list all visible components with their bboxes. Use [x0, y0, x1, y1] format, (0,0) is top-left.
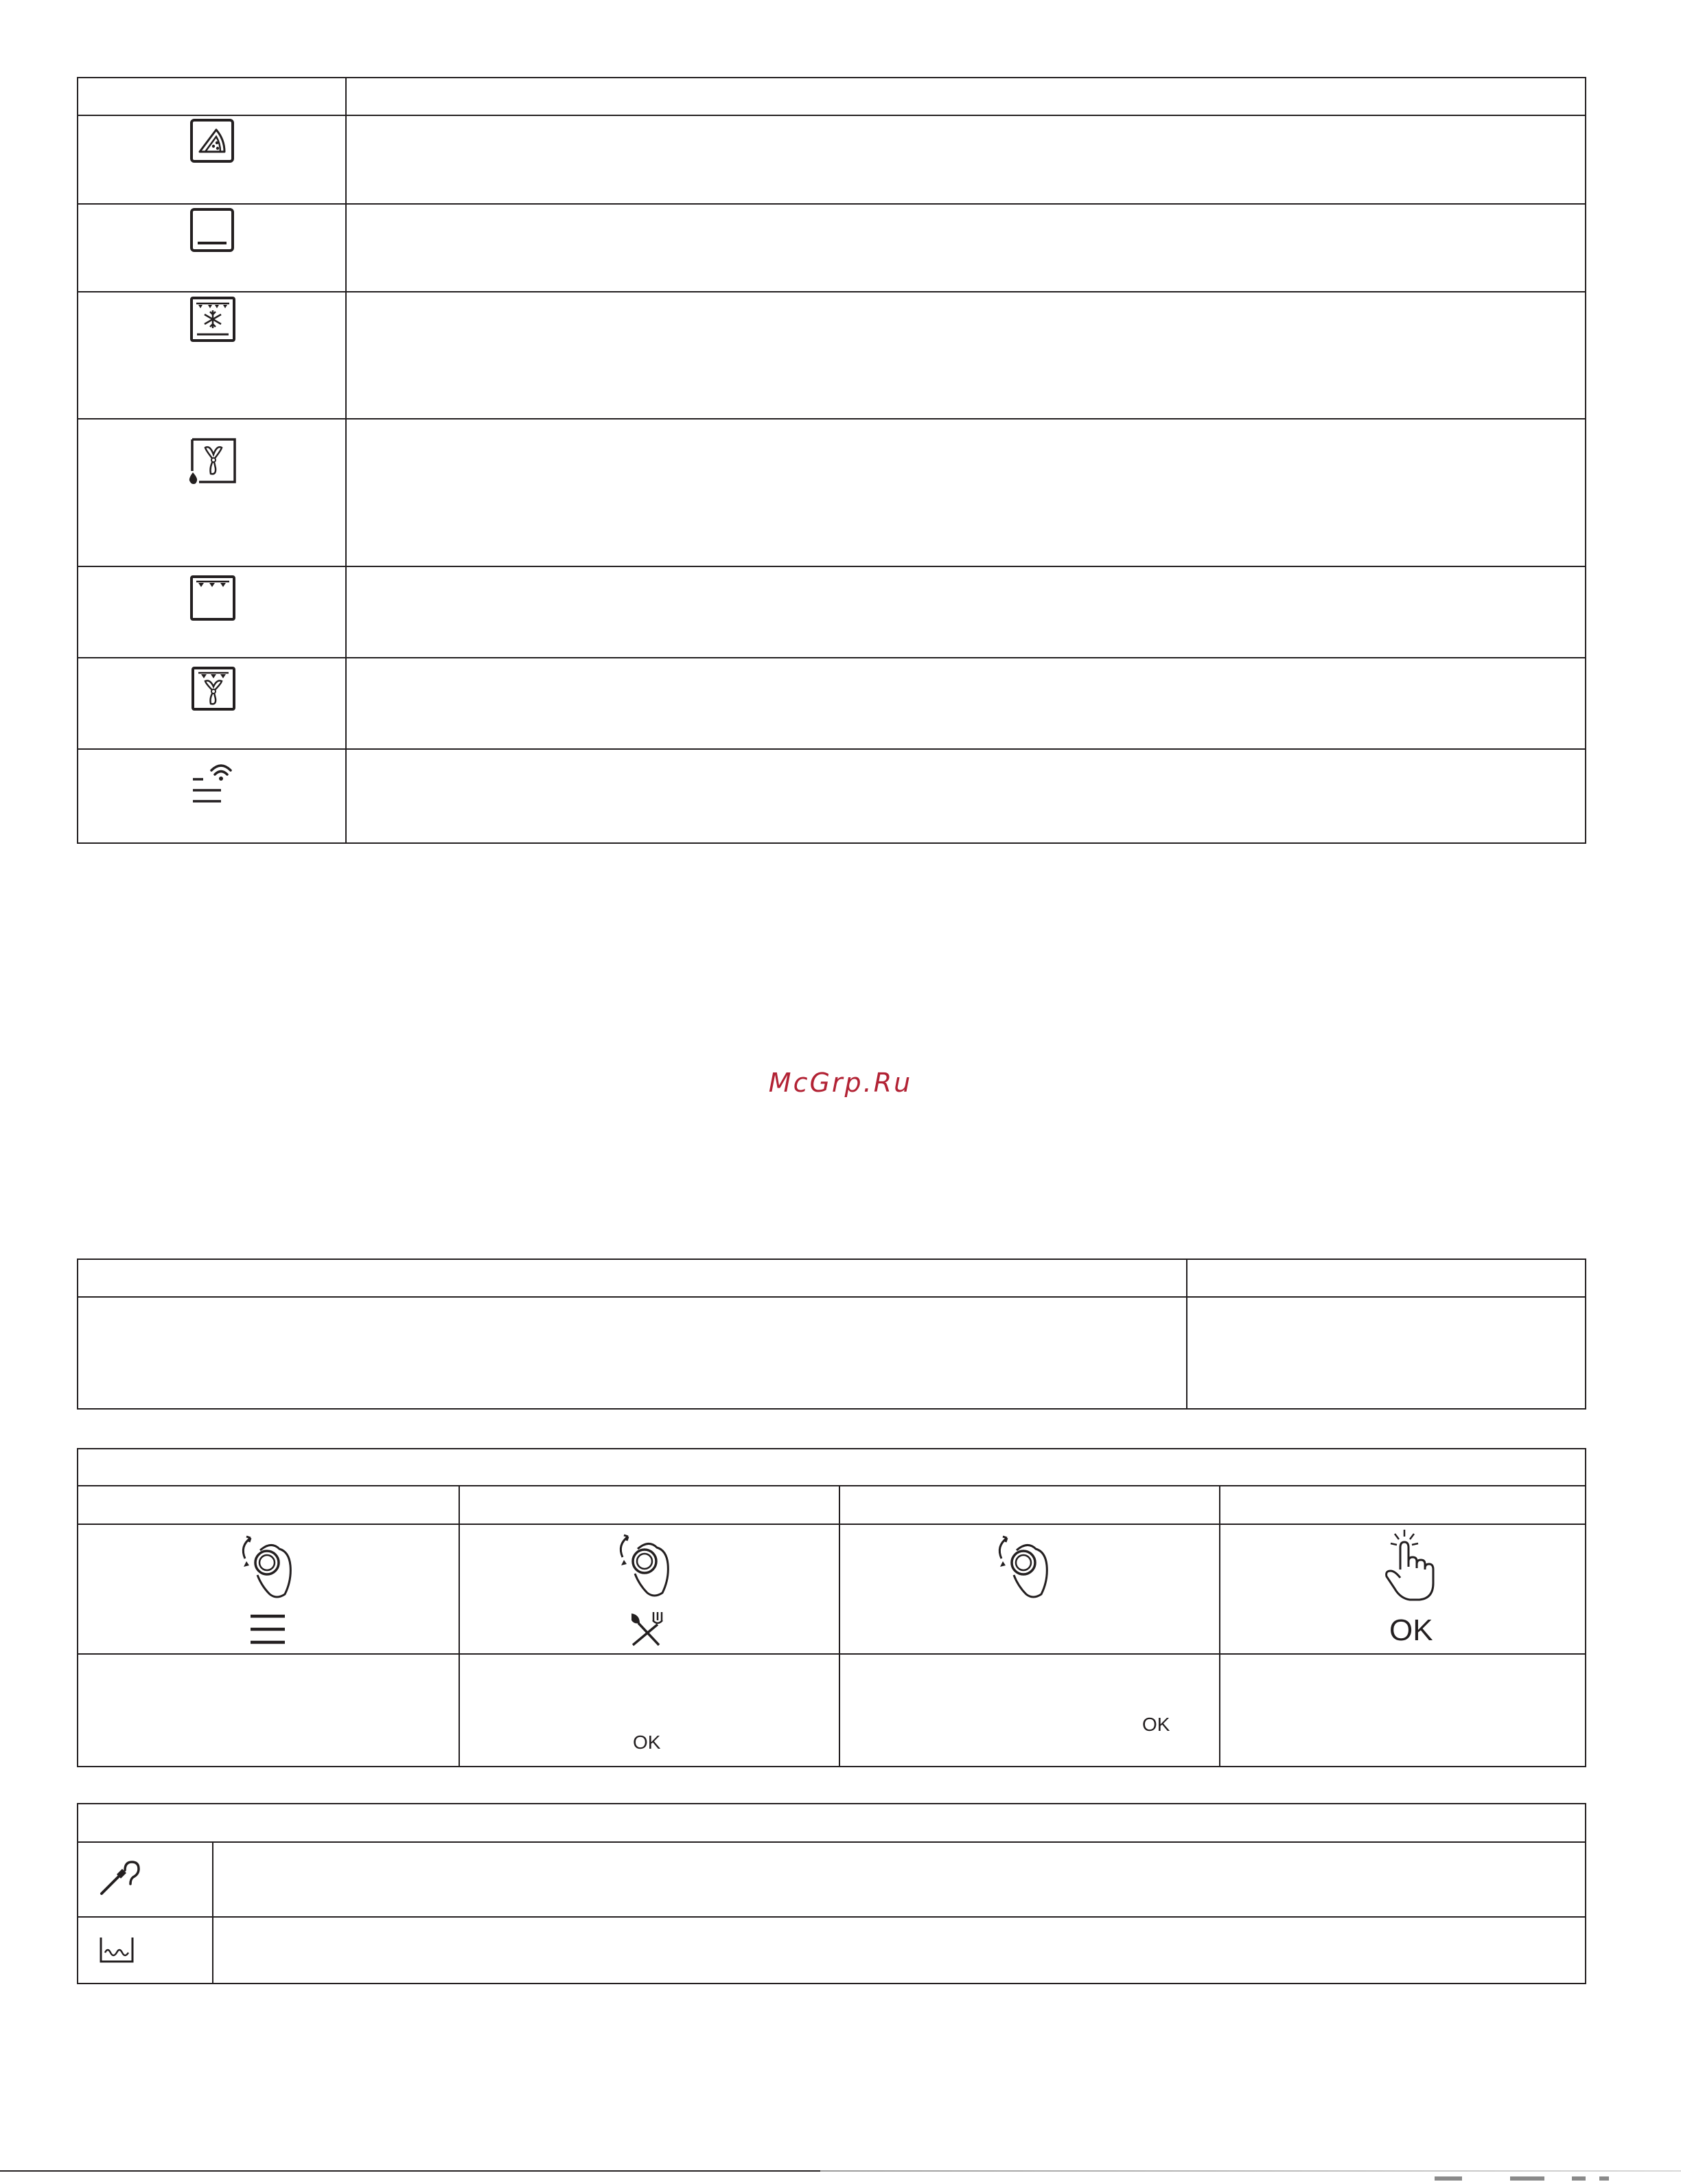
- info-table-column-divider: [1186, 1258, 1187, 1410]
- table-row-divider: [77, 657, 1586, 658]
- table-row-divider: [77, 291, 1586, 292]
- step-3-ok-label: OK: [1142, 1714, 1170, 1735]
- accessories-table: [77, 1803, 1586, 1984]
- steps-table-column-divider: [459, 1485, 460, 1767]
- footer-marks: [1435, 2172, 1641, 2176]
- water-tank-icon: [99, 1936, 135, 1964]
- steps-table-column-divider: [1219, 1485, 1220, 1767]
- footer-rule: [0, 2170, 820, 2172]
- steps-table-title-rule: [77, 1485, 1586, 1486]
- info-table: [77, 1258, 1586, 1410]
- watermark-text: McGrp.Ru: [768, 1068, 913, 1098]
- table-row-divider: [77, 748, 1586, 750]
- lower-heating-element-icon: [190, 208, 234, 252]
- table-row-divider: [77, 566, 1586, 567]
- steps-table: [77, 1448, 1586, 1767]
- cutlery-icon: [627, 1611, 663, 1646]
- grill-icon: [190, 575, 235, 621]
- table-row-divider: [77, 418, 1586, 419]
- turbo-grill-icon: [192, 667, 235, 711]
- accessories-table-title-rule: [77, 1841, 1586, 1843]
- functions-table-header-rule: [77, 115, 1586, 116]
- defrost-icon: [190, 297, 235, 342]
- moist-convection-icon: [187, 434, 237, 485]
- table-row-divider: [77, 203, 1586, 205]
- accessories-table-column-divider: [212, 1841, 213, 1984]
- rotate-knob-hand-icon: [993, 1531, 1062, 1607]
- rotate-knob-hand-icon: [614, 1530, 683, 1605]
- functions-table-column-divider: [345, 77, 347, 844]
- info-table-header-rule: [77, 1296, 1586, 1298]
- food-probe-icon: [99, 1861, 141, 1896]
- menu-lines-icon: [249, 1613, 286, 1645]
- functions-table: [77, 77, 1586, 844]
- rotate-knob-hand-icon: [237, 1531, 305, 1607]
- table-row-divider: [77, 1916, 1586, 1918]
- tap-hand-icon: [1380, 1528, 1437, 1604]
- step-2-ok-label: OK: [633, 1732, 661, 1753]
- steps-table-header-rule: [77, 1524, 1586, 1525]
- step-4-ok-label: OK: [1389, 1613, 1433, 1647]
- pizza-icon: [190, 119, 234, 163]
- steps-table-column-divider: [839, 1485, 840, 1767]
- wifi-remote-icon: [191, 761, 239, 809]
- steps-table-icon-rule: [77, 1653, 1586, 1655]
